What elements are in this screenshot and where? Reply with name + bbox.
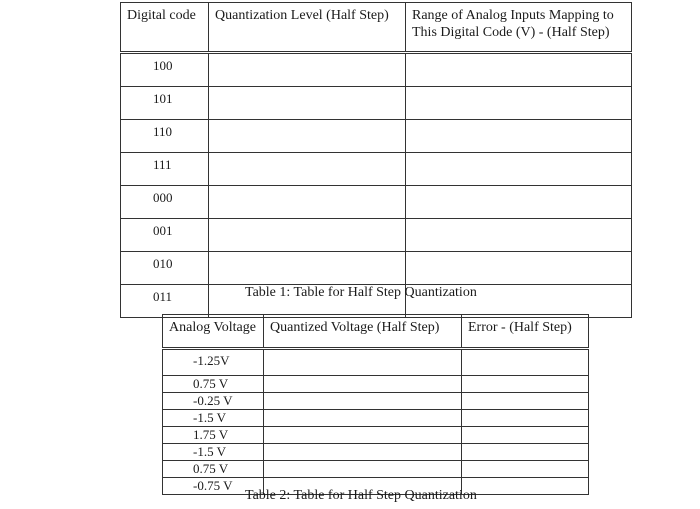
table-row — [163, 410, 589, 427]
quantization-level-cell[interactable] — [209, 87, 406, 120]
header-error: Error - (Half Step) — [462, 315, 589, 349]
table-row — [121, 252, 632, 285]
error-cell[interactable] — [462, 349, 589, 376]
error-cell[interactable] — [462, 393, 589, 410]
digital-code-cell: 000 — [121, 186, 209, 219]
digital-code-cell: 011 — [121, 285, 209, 318]
analog-voltage-cell: 0.75 V — [163, 461, 264, 478]
half-step-quantization-table-1 — [120, 2, 632, 318]
quantized-voltage-cell[interactable] — [264, 349, 462, 376]
digital-code-cell: 110 — [121, 120, 209, 153]
table-row — [121, 153, 632, 186]
table-row — [163, 461, 589, 478]
error-cell[interactable] — [462, 427, 589, 444]
table-row — [121, 186, 632, 219]
analog-range-cell[interactable] — [406, 120, 632, 153]
quantization-level-cell[interactable] — [209, 53, 406, 87]
half-step-quantization-table-2 — [162, 314, 589, 495]
quantized-voltage-cell[interactable] — [264, 427, 462, 444]
analog-range-cell[interactable] — [406, 53, 632, 87]
quantized-voltage-cell[interactable] — [264, 444, 462, 461]
table-header-row — [163, 315, 589, 349]
digital-code-cell: 111 — [121, 153, 209, 186]
quantized-voltage-cell[interactable] — [264, 410, 462, 427]
error-cell[interactable] — [462, 444, 589, 461]
table-row — [121, 120, 632, 153]
table-1-caption: Table 1: Table for Half Step Quantization — [245, 285, 477, 300]
analog-range-cell[interactable] — [406, 219, 632, 252]
quantization-level-cell[interactable] — [209, 186, 406, 219]
table-row — [121, 219, 632, 252]
error-cell[interactable] — [462, 376, 589, 393]
digital-code-cell: 101 — [121, 87, 209, 120]
error-cell[interactable] — [462, 478, 589, 495]
table-row — [163, 376, 589, 393]
quantization-level-cell[interactable] — [209, 120, 406, 153]
table-row — [163, 393, 589, 410]
header-analog-range — [406, 3, 632, 53]
analog-voltage-cell: -0.75 V — [163, 478, 264, 495]
quantized-voltage-cell[interactable] — [264, 376, 462, 393]
quantized-voltage-cell[interactable] — [264, 393, 462, 410]
quantization-level-cell[interactable] — [209, 153, 406, 186]
table-header-row — [121, 3, 632, 53]
error-cell[interactable] — [462, 461, 589, 478]
analog-voltage-cell: -1.5 V — [163, 410, 264, 427]
quantization-level-cell[interactable] — [209, 252, 406, 285]
header-analog-range-line2: This Digital Code (V) - (Half Step) — [412, 25, 610, 40]
analog-voltage-cell: 1.75 V — [163, 427, 264, 444]
table-row — [163, 427, 589, 444]
analog-range-cell[interactable] — [406, 186, 632, 219]
table-row — [121, 87, 632, 120]
table-row — [121, 53, 632, 87]
header-analog-voltage: Analog Voltage — [163, 315, 264, 349]
header-quantization-level: Quantization Level (Half Step) — [209, 3, 406, 53]
analog-voltage-cell: 0.75 V — [163, 376, 264, 393]
digital-code-cell: 001 — [121, 219, 209, 252]
quantization-level-cell[interactable] — [209, 219, 406, 252]
quantized-voltage-cell[interactable] — [264, 461, 462, 478]
header-digital-code: Digital code — [121, 3, 209, 53]
header-analog-range-line1: Range of Analog Inputs Mapping to — [412, 8, 614, 23]
header-quantized-voltage: Quantized Voltage (Half Step) — [264, 315, 462, 349]
digital-code-cell: 010 — [121, 252, 209, 285]
analog-voltage-cell: -1.5 V — [163, 444, 264, 461]
table-row — [163, 349, 589, 376]
analog-voltage-cell: -0.25 V — [163, 393, 264, 410]
analog-range-cell[interactable] — [406, 153, 632, 186]
table-row — [163, 444, 589, 461]
digital-code-cell: 100 — [121, 53, 209, 87]
table-2-caption: Table 2: Table for Half Step Quantization — [245, 488, 477, 503]
error-cell[interactable] — [462, 410, 589, 427]
analog-range-cell[interactable] — [406, 252, 632, 285]
analog-range-cell[interactable] — [406, 87, 632, 120]
analog-voltage-cell: -1.25V — [163, 349, 264, 376]
